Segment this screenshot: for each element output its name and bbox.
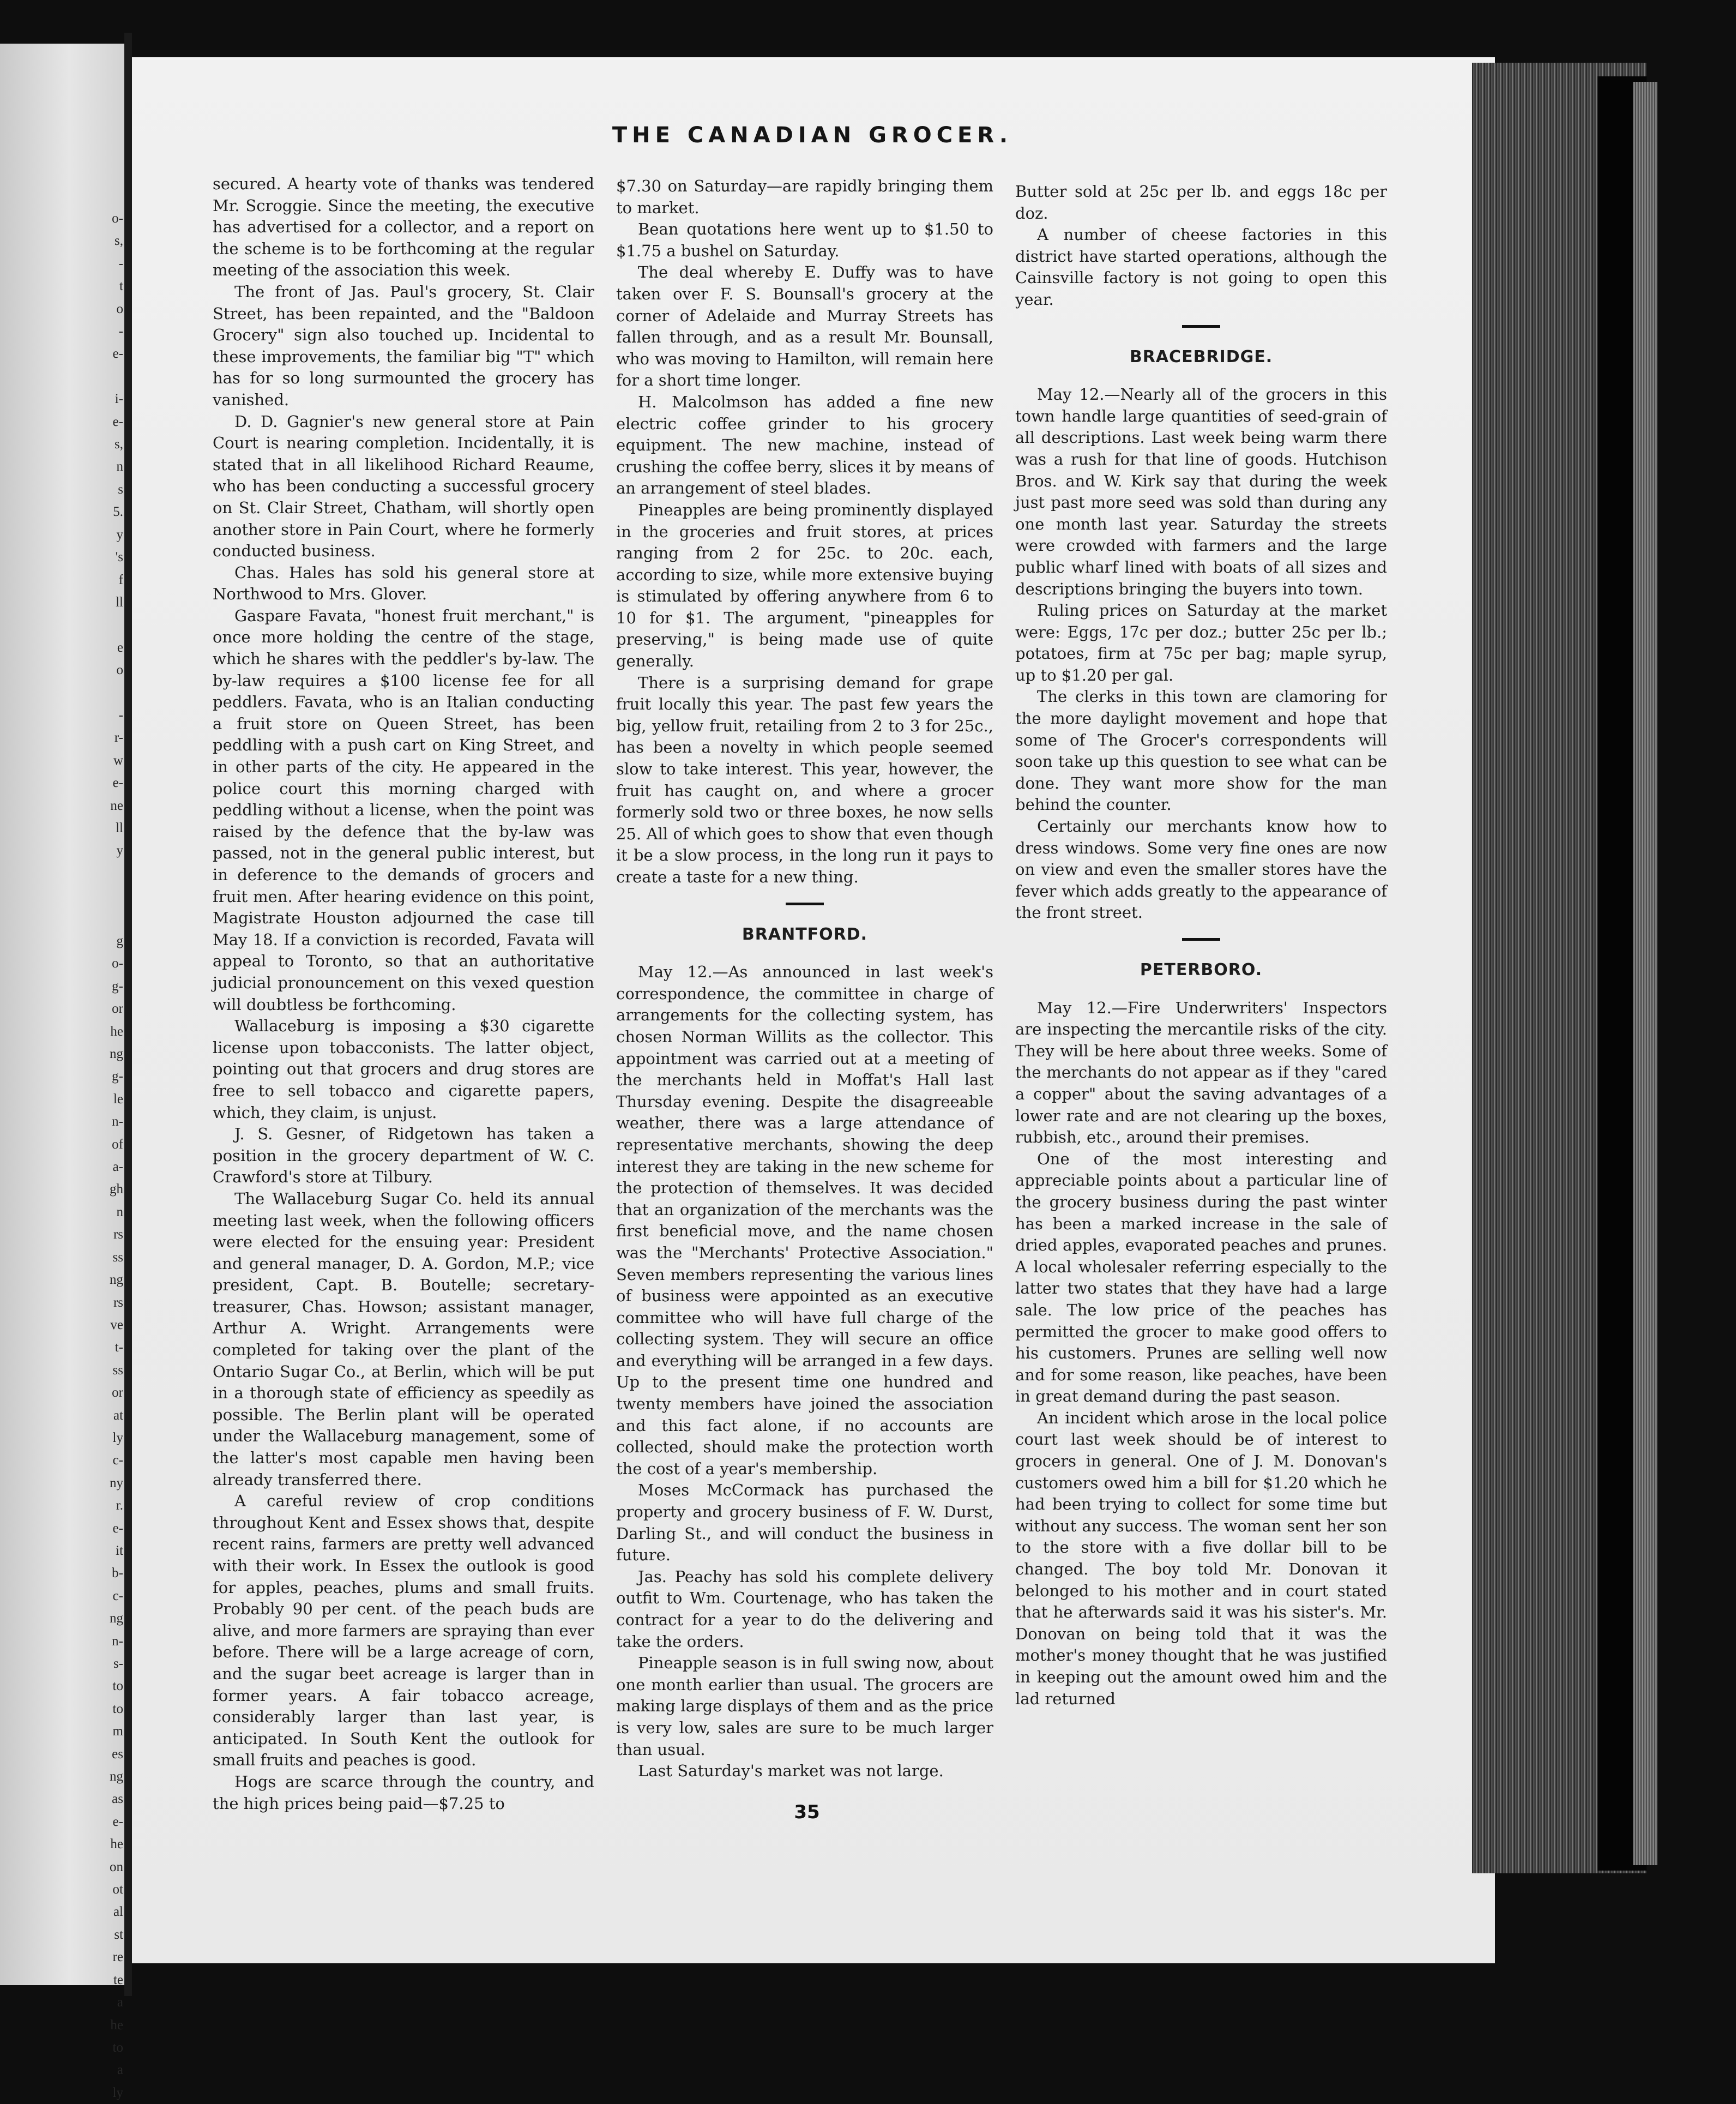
- masthead: THE CANADIAN GROCER.: [612, 123, 1013, 148]
- column-middle: [616, 176, 993, 1782]
- paragraph: Moses McCormack has purchased the property and grocery business of F. W. Durst, Darling St., and will conduct the business in future.: [616, 1481, 993, 1565]
- section-rule: [1182, 325, 1220, 328]
- section-heading-peterboro: PETERBORO.: [1140, 960, 1263, 979]
- paragraph: A number of cheese factories in this district have started operations, although the Cainsville factory is not going to open this year.: [1015, 225, 1387, 309]
- paragraph: Pineapple season is in full swing now, about one month earlier than usual. The grocers are making large displays of them and as the price is very low, sales are sure to be much larger than usual.: [616, 1654, 993, 1759]
- paragraph: May 12.—Fire Underwriters' Inspectors are inspecting the mercantile risks of the city. They will be here about three weeks. Some of the merchants do not appear as if they "cared a copper" about the saving advantages of a lower rate and are not clearing up the boxes, rubbish, etc., around their premises.: [1015, 998, 1387, 1147]
- section-rule: [786, 903, 824, 905]
- paragraph: Ruling prices on Saturday at the market were: Eggs, 17c per doz.; butter 25c per lb.; potatoes, firm at 75c per bag; maple syrup, up to $1.20 per gal.: [1015, 601, 1387, 684]
- paragraph: One of the most interesting and appreciable points about a particular line of the grocery business during the past winter has been a marked increase in the sale of dried apples, evaporated peaches and prunes. A local wholesaler referring especially to the latter two states that they have had a large sale. The low price of the peaches has permitted the grocer to make good offers to his customers. Prunes are selling well now and for some reason, like peaches, have been in great demand during the past season.: [1015, 1149, 1387, 1406]
- paragraph: May 12.—Nearly all of the grocers in this town handle large quantities of seed-grain of all descriptions. Last week being warm there was a rush for that line of goods. Hutchison Bros. and W. Kirk say that during the week just past more seed was sold than during any one month last year. Saturday the streets were crowded with farmers and the large public wharf lined with boats of all sizes and descriptions bringing the buyers into town.: [1015, 385, 1387, 598]
- paragraph: Wallaceburg is imposing a $30 cigarette license upon tobacconists. The latter object, pointing out that grocers and drug stores are free to sell tobacco and cigarette papers, which, they claim, is unjust.: [213, 1017, 594, 1122]
- paragraph: secured. A hearty vote of thanks was tendered Mr. Scroggie. Since the meeting, the executive has advertised for a collector, and a report on the scheme is to be forthcoming at the regular meeting of the association this week.: [213, 175, 594, 280]
- paragraph: D. D. Gagnier's new general store at Pain Court is nearing completion. Incidentally, it is stated that in all likelihood Richard Reaume, who has been conducting a successful grocery on St. Clair Street, Chatham, will shortly open another store in Pain Court, where he formerly conducted business.: [213, 412, 594, 561]
- section-heading-brantford: BRANTFORD.: [742, 924, 868, 944]
- paragraph: Hogs are scarce through the country, and the high prices being paid—$7.25 to: [213, 1772, 594, 1813]
- paragraph: J. S. Gesner, of Ridgetown has taken a position in the grocery department of W. C. Crawford's store at Tilbury.: [213, 1125, 594, 1187]
- page-number: 35: [794, 1801, 820, 1823]
- paragraph: Pineapples are being prominently displayed in the groceries and fruit stores, at prices ranging from 2 for 25c. to 20c. each, according to size, while more extensive buying is stimulated by offering anywhere from 6 to 10 for $1. The argument, "pineapples for preserving," is being made use of quite generally.: [616, 500, 993, 671]
- paragraph: The front of Jas. Paul's grocery, St. Clair Street, has been repainted, and the "Baldoon Grocery" sign also touched up. Incidental to these improvements, the familiar big "T" which has for so long surmounted the grocery has vanished.: [213, 282, 594, 409]
- paragraph: An incident which arose in the local police court last week should be of interest to grocers in general. One of J. M. Donovan's customers owed him a bill for $1.20 which he had been trying to collect for some time but without any success. The woman sent her son to the store with a five dollar bill to be changed. The boy told Mr. Donovan it belonged to his mother and in court stated that he afterwards said it was his sister's. Mr. Donovan on being told that it was the mother's money thought that he was justified in keeping out the amount owed him and the lad returned: [1015, 1408, 1387, 1708]
- paragraph: Butter sold at 25c per lb. and eggs 18c per doz.: [1015, 182, 1387, 223]
- paragraph: Gaspare Favata, "honest fruit merchant," is once more holding the centre of the stage, which he shares with the peddler's by-law. The by-law requires a $100 license fee for all peddlers. Favata, who is an Italian conducting a fruit store on Queen Street, has been peddling with a push cart on King Street, and in other parts of the city. He appeared in the police court this morning charged with peddling without a license, when the point was raised by the defence that the by-law was passed, not in the general public interest, but in deference to the demands of grocers and fruit men. After hearing evidence on this point, Magistrate Houston adjourned the case till May 18. If a conviction is recorded, Favata will appeal to Toronto, so that an authoritative judicial pronouncement on this vexed question will doubtless be forthcoming.: [213, 606, 594, 1014]
- page-stack-inner-edge: [1633, 82, 1657, 1865]
- column-left: [213, 173, 594, 1814]
- paragraph: H. Malcolmson has added a fine new electric coffee grinder to his grocery equipment. The new machine, instead of crushing the coffee berry, slices it by means of an arrangement of steel blades.: [616, 392, 993, 498]
- paragraph: Certainly our merchants know how to dress windows. Some very fine ones are now on view and even the smaller stores have the fever which adds greatly to the appearance of the front street.: [1015, 817, 1387, 922]
- previous-page-edge: [0, 44, 126, 2100]
- paragraph: A careful review of crop conditions throughout Kent and Essex shows that, despite recent rains, farmers are pretty well advanced with their work. In Essex the outlook is good for apples, peaches, plums and small fruits. Probably 90 per cent. of the peach buds are alive, and more farmers are spraying than ever before. There will be a large acreage of corn, and the sugar beet acreage is larger than in former years. A fair tobacco acreage, considerably larger than last year, is anticipated. In South Kent the outlook for small fruits and peaches is good.: [213, 1492, 594, 1770]
- paragraph: The deal whereby E. Duffy was to have taken over F. S. Bounsall's grocery at the corner of Adelaide and Murray Streets has fallen through, and as a result Mr. Bounsall, who was moving to Hamilton, will remain here for a short time longer.: [616, 263, 993, 390]
- book-gutter: [124, 33, 132, 1996]
- previous-page-text-fragments: o- s, - t o - e- i- e- s, n s 5. y 's f ll e o - r- w e- ne ll y g o- g- or he ng g- le n- of a- gh n rs ss ng rs ve t- ss or at ly c- ny r. e- it b- c- ng n- s- to to m es ng as e- he on ot al st re te a he to a ly: [110, 211, 123, 2100]
- column-right: [1015, 181, 1387, 1710]
- paragraph: The Wallaceburg Sugar Co. held its annual meeting last week, when the following officers were elected for the ensuing year: President and general manager, D. A. Gordon, M.P.; vice president, Capt. B. Boutelle; secretary-treasurer, Chas. Howson; assistant manager, Arthur A. Wright. Arrangements were completed for taking over the plant of the Ontario Sugar Co., at Berlin, which will be put in a thorough state of efficiency as speedily as possible. The Berlin plant will be operated under the Wallaceburg management, some of the latter's most capable men having been already transferred there.: [213, 1189, 594, 1489]
- paragraph: Last Saturday's market was not large.: [638, 1762, 944, 1781]
- paragraph: Chas. Hales has sold his general store at Northwood to Mrs. Glover.: [213, 563, 594, 604]
- section-rule: [1182, 938, 1220, 941]
- paragraph: $7.30 on Saturday—are rapidly bringing them to market.: [616, 177, 993, 217]
- paragraph: There is a surprising demand for grape fruit locally this year. The past few years the big, yellow fruit, retailing from 2 to 3 for 25c., has been a novelty in which people seemed slow to take interest. This year, however, the fruit has caught on, and where a grocer formerly sold two or three boxes, he now sells 25. All of which goes to show that even though it be a slow process, in the long run it pays to create a taste for a new thing.: [616, 673, 993, 886]
- paragraph: Bean quotations here went up to $1.50 to $1.75 a bushel on Saturday.: [616, 220, 993, 260]
- section-heading-bracebridge: BRACEBRIDGE.: [1129, 347, 1273, 366]
- paragraph: The clerks in this town are clamoring for the more daylight movement and hope that some of The Grocer's correspondents will soon take up this question to see what can be done. They want more show for the man behind the counter.: [1015, 687, 1387, 814]
- paragraph: May 12.—As announced in last week's correspondence, the committee in charge of arrangements for the collecting system, has chosen Norman Willits as the collector. This appointment was carried out at a meeting of the merchants held in Moffat's Hall last Thursday evening. Despite the disagreeable weather, there was a large attendance of representative merchants, showing the deep interest they are taking in the new scheme for the protection of themselves. It was decided that an organization of the merchants was the first beneficial move, and the name chosen was the "Merchants' Protective Association." Seven members representing the various lines of business were appointed as an executive committee who will have full charge of the collecting system. They will secure an office and everything will be arranged in a few days. Up to the present time one hundred and twenty members have joined the association and this fact alone, if no accounts are collected, should make the protection worth the cost of a year's membership.: [616, 963, 993, 1478]
- paragraph: Jas. Peachy has sold his complete delivery outfit to Wm. Courtenage, who has taken the contract for a year to do the delivering and take the orders.: [616, 1567, 993, 1651]
